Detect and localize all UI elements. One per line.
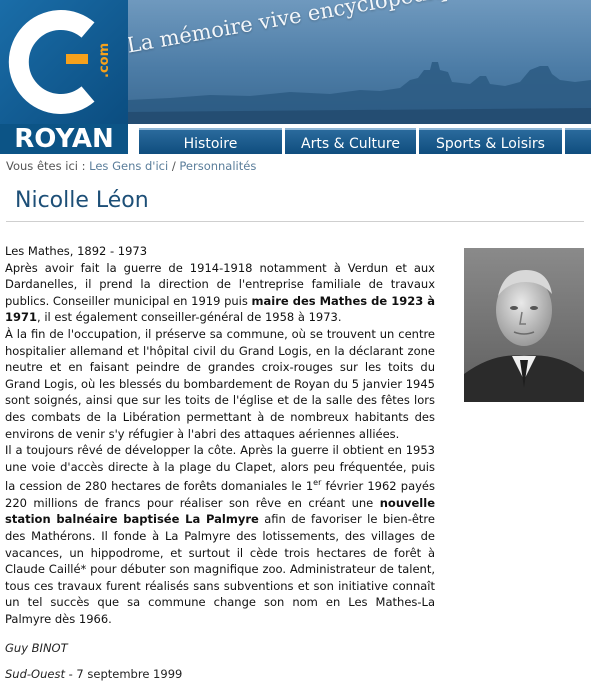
article-paragraph-career: Après avoir fait la guerre de 1914-1918 notamment à Verdun et aux Dardanelles, il prend la direction de l'entreprise familiale de travaux publics. Conseiller municipal en 1919 puis maire des Mathes de 1923 à 1971, il est également conseiller-général de 1958 à 1973. [5, 260, 435, 325]
nav-sports-loisirs[interactable]: Sports & Loisirs [419, 128, 562, 154]
article-dates: Les Mathes, 1892 - 1973 [5, 244, 148, 258]
nav-arts-culture[interactable]: Arts & Culture [285, 128, 416, 154]
page-title: Nicolle Léon [15, 188, 149, 213]
article-paragraph-palmyre: Il a toujours rêvé de développer la côte. Après la guerre il obtient en 1953 une voie d'accès directe à la plage du Clapet, alors peu fréquentée, puis la cession de 280 hectares de forêts domaniales le 1er février 1962 payés 220 millions de francs pour réaliser son rêve en créant une nouvelle station balnéaire baptisée La Palmyre afin de favoriser le bien-être des Mathérons. Il fonde à La Palmyre des lotissements, des villages de vacances, un hippodrome, et surtout il cède trois hectares de forêt à Claude Caillé* pour débuter son magnifique zoo. Administrateur de talent, tous ces travaux furent réalisés sans subventions et son initiative connaît un tel succès que sa commune change son nom en Les Mathes-La Palmyre dès 1966. [5, 443, 435, 626]
main-nav [128, 124, 591, 154]
article-highlight-mayor: maire des Mathes de 1923 à 1971 [5, 293, 435, 325]
breadcrumb [6, 159, 256, 173]
logo-dotcom: .com [97, 42, 112, 78]
article-paragraph-occupation: À la fin de l'occupation, il préserve sa commune, où se trouvent un centre hospitalier allemand et l'hôpital civil du Grand Logis, en la déclarant zone neutre et en faisant peindre de grandes croix-rouges sur les toits du Grand Logis, où les blessés du bombardement de Royan du 5 janvier 1945 sont soignés, ainsi que sur les toits de l'église et de la salle des fêtes lors des combats de la Libération permettant à de nombreux habitants des environs de venir s'y réfugier à l'abri des attaques aériennes alliées. [5, 326, 435, 441]
nav-histoire[interactable]: Histoire [139, 128, 282, 154]
article-highlight-palmyre: nouvelle station balnéaire baptisée La Palmyre [5, 495, 435, 527]
breadcrumb-prefix: Vous êtes ici : [6, 159, 90, 173]
article-source: Sud-Ouest - 7 septembre 1999 [5, 667, 183, 681]
site-logo[interactable] [0, 0, 128, 154]
c-logo-icon [8, 8, 104, 116]
breadcrumb-link-personnalites[interactable]: Personnalités [179, 159, 257, 173]
portrait-image [464, 248, 584, 402]
portrait-photo [464, 248, 584, 402]
logo-emblem [0, 0, 128, 124]
breadcrumb-separator: / [168, 159, 180, 173]
article-body [5, 243, 435, 627]
breadcrumb-link-gens[interactable]: Les Gens d'ici [89, 159, 169, 173]
title-divider [6, 221, 584, 222]
site-header [0, 0, 591, 154]
logo-wordmark: ROYAN [0, 124, 128, 154]
article-author: Guy BINOT [5, 641, 68, 655]
nav-more[interactable] [565, 128, 591, 154]
